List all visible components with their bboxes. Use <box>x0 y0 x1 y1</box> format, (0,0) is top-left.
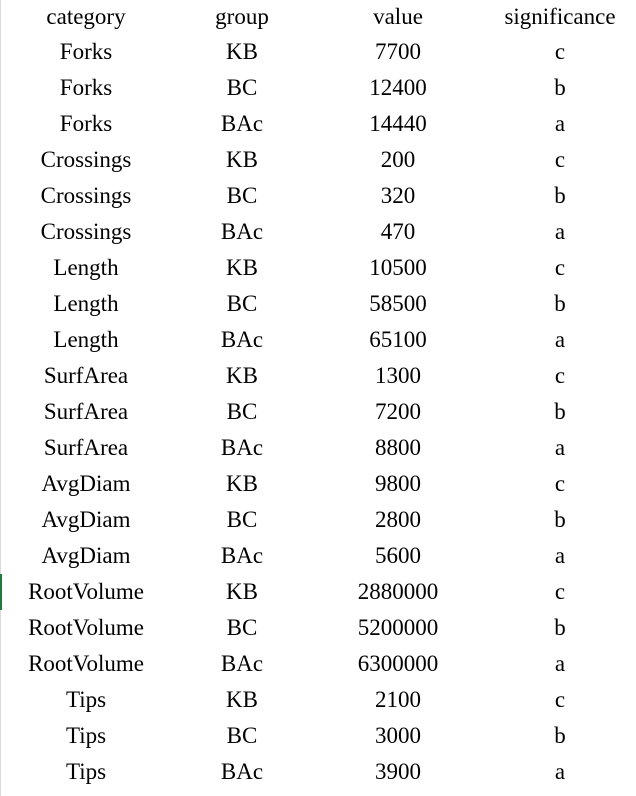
cell-significance[interactable]: a <box>554 219 566 244</box>
cell-group[interactable]: BC <box>226 399 258 424</box>
header-category[interactable]: category <box>46 4 126 29</box>
table-row <box>0 394 636 430</box>
cell-value[interactable]: 9800 <box>375 471 421 496</box>
cell-group[interactable]: KB <box>226 363 258 388</box>
cell-category[interactable]: RootVolume <box>28 615 144 640</box>
cell-significance[interactable]: b <box>554 183 566 208</box>
cell-value[interactable]: 5200000 <box>357 615 439 640</box>
cell-group[interactable]: BAc <box>220 219 264 244</box>
table-row <box>0 106 636 142</box>
cell-value[interactable]: 470 <box>380 219 416 244</box>
cell-group[interactable]: BC <box>226 75 258 100</box>
table-row <box>0 322 636 358</box>
cell-significance[interactable]: a <box>554 543 566 568</box>
cell-value[interactable]: 2880000 <box>357 579 439 604</box>
cell-group[interactable]: KB <box>226 255 258 280</box>
cell-group[interactable]: BC <box>226 183 258 208</box>
cell-category[interactable]: Forks <box>59 39 113 64</box>
cell-category[interactable]: Tips <box>65 687 107 712</box>
cell-value[interactable]: 7700 <box>375 39 421 64</box>
cell-significance[interactable]: b <box>554 291 566 316</box>
cell-category[interactable]: Crossings <box>40 219 132 244</box>
table-row <box>0 502 636 538</box>
cell-group[interactable]: KB <box>226 147 258 172</box>
cell-group[interactable]: BAc <box>220 543 264 568</box>
cell-value[interactable]: 12400 <box>369 75 427 100</box>
cell-value[interactable]: 200 <box>380 147 416 172</box>
header-significance[interactable]: significance <box>504 4 616 29</box>
cell-value[interactable]: 3000 <box>375 723 421 748</box>
table-row <box>0 430 636 466</box>
cell-significance[interactable]: a <box>554 651 566 676</box>
cell-value[interactable]: 14440 <box>369 111 427 136</box>
cell-significance[interactable]: c <box>554 147 566 172</box>
table-row <box>0 682 636 718</box>
cell-significance[interactable]: c <box>554 579 566 604</box>
table-row <box>0 250 636 286</box>
cell-significance[interactable]: b <box>554 507 566 532</box>
cell-category[interactable]: Forks <box>59 111 113 136</box>
cell-group[interactable]: KB <box>226 687 258 712</box>
cell-significance[interactable]: c <box>554 39 566 64</box>
table-row <box>0 754 636 790</box>
cell-significance[interactable]: b <box>554 723 566 748</box>
table-row <box>0 34 636 70</box>
table-row <box>0 646 636 682</box>
table-row <box>0 574 636 610</box>
cell-significance[interactable]: a <box>554 759 566 784</box>
cell-group[interactable]: BAc <box>220 327 264 352</box>
cell-value[interactable]: 320 <box>380 183 416 208</box>
cell-group[interactable]: BAc <box>220 759 264 784</box>
cell-category[interactable]: Tips <box>65 759 107 784</box>
cell-category[interactable]: AvgDiam <box>41 471 131 496</box>
cell-category[interactable]: Tips <box>65 723 107 748</box>
header-value[interactable]: value <box>373 4 423 29</box>
header-group[interactable]: group <box>215 4 269 29</box>
table-row <box>0 214 636 250</box>
cell-category[interactable]: SurfArea <box>43 363 129 388</box>
cell-group[interactable]: BC <box>226 507 258 532</box>
cell-category[interactable]: Forks <box>59 75 113 100</box>
cell-value[interactable]: 8800 <box>375 435 421 460</box>
cell-category[interactable]: SurfArea <box>43 435 129 460</box>
cell-significance[interactable]: a <box>554 327 566 352</box>
cell-group[interactable]: BC <box>226 291 258 316</box>
cell-value[interactable]: 58500 <box>369 291 427 316</box>
cell-value[interactable]: 7200 <box>375 399 421 424</box>
table-row <box>0 610 636 646</box>
cell-group[interactable]: KB <box>226 471 258 496</box>
cell-value[interactable]: 5600 <box>375 543 421 568</box>
cell-significance[interactable]: b <box>554 399 566 424</box>
cell-category[interactable]: AvgDiam <box>41 507 131 532</box>
cell-value[interactable]: 2100 <box>375 687 421 712</box>
table-row <box>0 538 636 574</box>
cell-group[interactable]: BAc <box>220 651 264 676</box>
table-row <box>0 142 636 178</box>
cell-group[interactable]: KB <box>226 579 258 604</box>
cell-group[interactable]: KB <box>226 39 258 64</box>
cell-value[interactable]: 3900 <box>375 759 421 784</box>
cell-value[interactable]: 1300 <box>375 363 421 388</box>
cell-significance[interactable]: c <box>554 363 566 388</box>
cell-significance[interactable]: c <box>554 255 566 280</box>
cell-category[interactable]: RootVolume <box>28 579 144 604</box>
cell-significance[interactable]: a <box>554 435 566 460</box>
cell-group[interactable]: BAc <box>220 111 264 136</box>
table-row <box>0 466 636 502</box>
cell-category[interactable]: Length <box>53 327 119 352</box>
cell-category[interactable]: AvgDiam <box>41 543 131 568</box>
cell-significance[interactable]: b <box>554 75 566 100</box>
cell-significance[interactable]: c <box>554 471 566 496</box>
cell-category[interactable]: Crossings <box>40 147 132 172</box>
cell-category[interactable]: RootVolume <box>28 651 144 676</box>
cell-category[interactable]: Length <box>53 255 119 280</box>
table-body <box>0 34 636 790</box>
table-row <box>0 358 636 394</box>
cell-category[interactable]: Length <box>53 291 119 316</box>
cell-significance[interactable]: b <box>554 615 566 640</box>
header-row <box>0 0 636 34</box>
cell-group[interactable]: BC <box>226 723 258 748</box>
table-row <box>0 70 636 106</box>
cell-value[interactable]: 6300000 <box>357 651 439 676</box>
table-row <box>0 178 636 214</box>
table-row <box>0 286 636 322</box>
cell-group[interactable]: BC <box>226 615 258 640</box>
cell-category[interactable]: SurfArea <box>43 399 129 424</box>
cell-significance[interactable]: c <box>554 687 566 712</box>
cell-category[interactable]: Crossings <box>40 183 132 208</box>
cell-value[interactable]: 2800 <box>375 507 421 532</box>
cell-group[interactable]: BAc <box>220 435 264 460</box>
cell-value[interactable]: 10500 <box>369 255 427 280</box>
cell-value[interactable]: 65100 <box>369 327 427 352</box>
table-row <box>0 718 636 754</box>
cell-significance[interactable]: a <box>554 111 566 136</box>
